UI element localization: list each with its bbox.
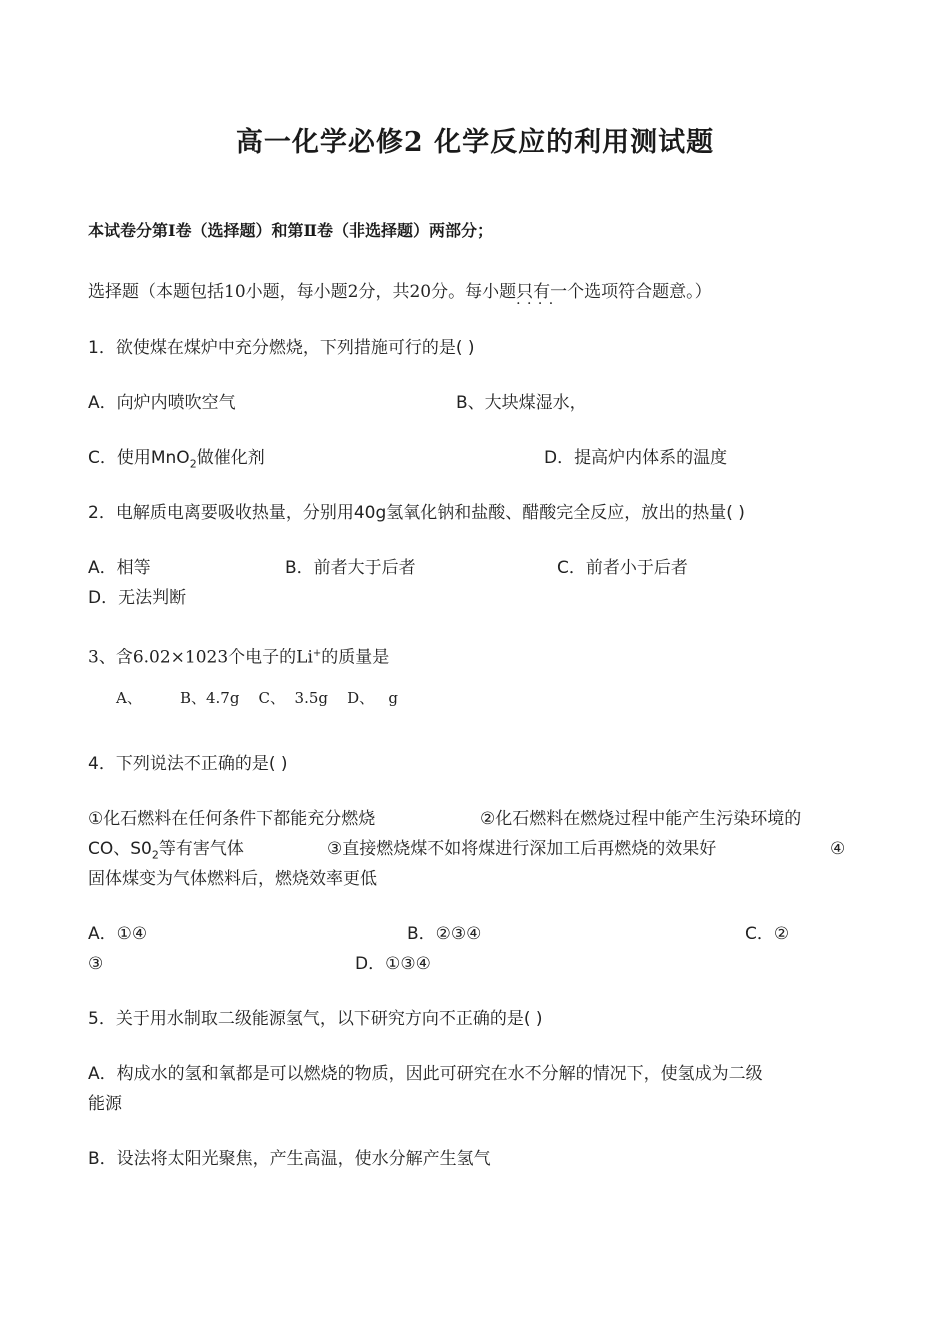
exam-intro: 本试卷分第Ⅰ卷（选择题）和第Ⅱ卷（非选择题）两部分； — [88, 221, 493, 240]
page-title: 高一化学必修2 化学反应的利用测试题 — [235, 127, 715, 158]
q4-option-c: C．② — [745, 924, 790, 944]
q5-option-a: A．构成水的氢和氧都是可以燃烧的物质，因此可研究在水不分解的情况下，使氢成为二级 — [88, 1064, 763, 1084]
q1-option-b: B、大块煤湿水， — [456, 393, 587, 413]
q5-option-b: B．设法将太阳光聚焦，产生高温，使水分解产生氢气 — [88, 1149, 491, 1169]
q3-options: A、 B、4.7g C、 3.5g D、 g — [116, 689, 399, 707]
q4-option-b: B．②③④ — [407, 924, 482, 944]
q4-option-a: A．①④ — [88, 924, 148, 944]
q2-option-c: C．前者小于后者 — [557, 558, 688, 578]
q2-option-a: A．相等 — [88, 558, 151, 578]
q4-option-d: D．①③④ — [355, 954, 431, 974]
q1-option-d: D．提高炉内体系的温度 — [544, 448, 728, 468]
q4-statement-2-cont — [88, 839, 244, 865]
q1-option-a: A．向炉内喷吹空气 — [88, 393, 236, 413]
q2-option-d: D．无法判断 — [88, 588, 187, 608]
q1-option-c — [88, 448, 265, 474]
q4-statement-4: 固体煤变为气体燃料后，燃烧效率更低 — [88, 869, 377, 889]
q5-stem: 5．关于用水制取二级能源氢气，以下研究方向不正确的是( ) — [88, 1009, 543, 1029]
q1-option-c-text-2: 做催化剂 — [196, 448, 265, 468]
section-emphasis: 只有一个 · · — [516, 282, 584, 302]
q2-stem: 2．电解质电离要吸收热量，分别用40g氢氧化钠和盐酸、醋酸完全反应，放出的热量( ) — [88, 503, 745, 523]
q4-statement-4-marker: ④ — [830, 839, 846, 859]
q4-statement-3: ③直接燃烧煤不如将煤进行深加工后再燃烧的效果好 — [327, 839, 717, 859]
q3-stem-text-2: 的质量是 — [321, 647, 390, 668]
q2-option-b: B．前者大于后者 — [285, 558, 416, 578]
q4-statement-2: ②化石燃料在燃烧过程中能产生污染环境的 — [480, 809, 802, 829]
q1-option-c-text: C．使用MnO — [88, 448, 190, 468]
q4-stem: 4．下列说法不正确的是( ) — [88, 754, 288, 774]
q4-statement-2-subscript: 2 — [151, 848, 159, 862]
q3-stem-text: 3、含6.02×1023个电子的Li — [88, 647, 313, 668]
q4-statement-1: ①化石燃料在任何条件下都能充分燃烧 — [88, 809, 376, 829]
q3-stem — [88, 644, 389, 668]
section-instructions — [88, 282, 712, 302]
q3-stem-superscript: + — [312, 648, 322, 659]
q4-option-c-cont: ③ — [88, 954, 104, 974]
q5-option-a-cont: 能源 — [88, 1094, 122, 1114]
q1-option-c-subscript: 2 — [189, 457, 197, 471]
q4-statement-2-text-2: 等有害气体 — [158, 839, 244, 859]
section-text-2: 选项符合题意。） — [584, 282, 712, 302]
section-text-1: 选择题（本题包括10小题，每小题2分，共20分。每小题 — [88, 282, 517, 302]
q1-stem: 1．欲使煤在煤炉中充分燃烧，下列措施可行的是( ) — [88, 338, 475, 358]
q4-statement-2-text: CO、S0 — [88, 839, 152, 859]
